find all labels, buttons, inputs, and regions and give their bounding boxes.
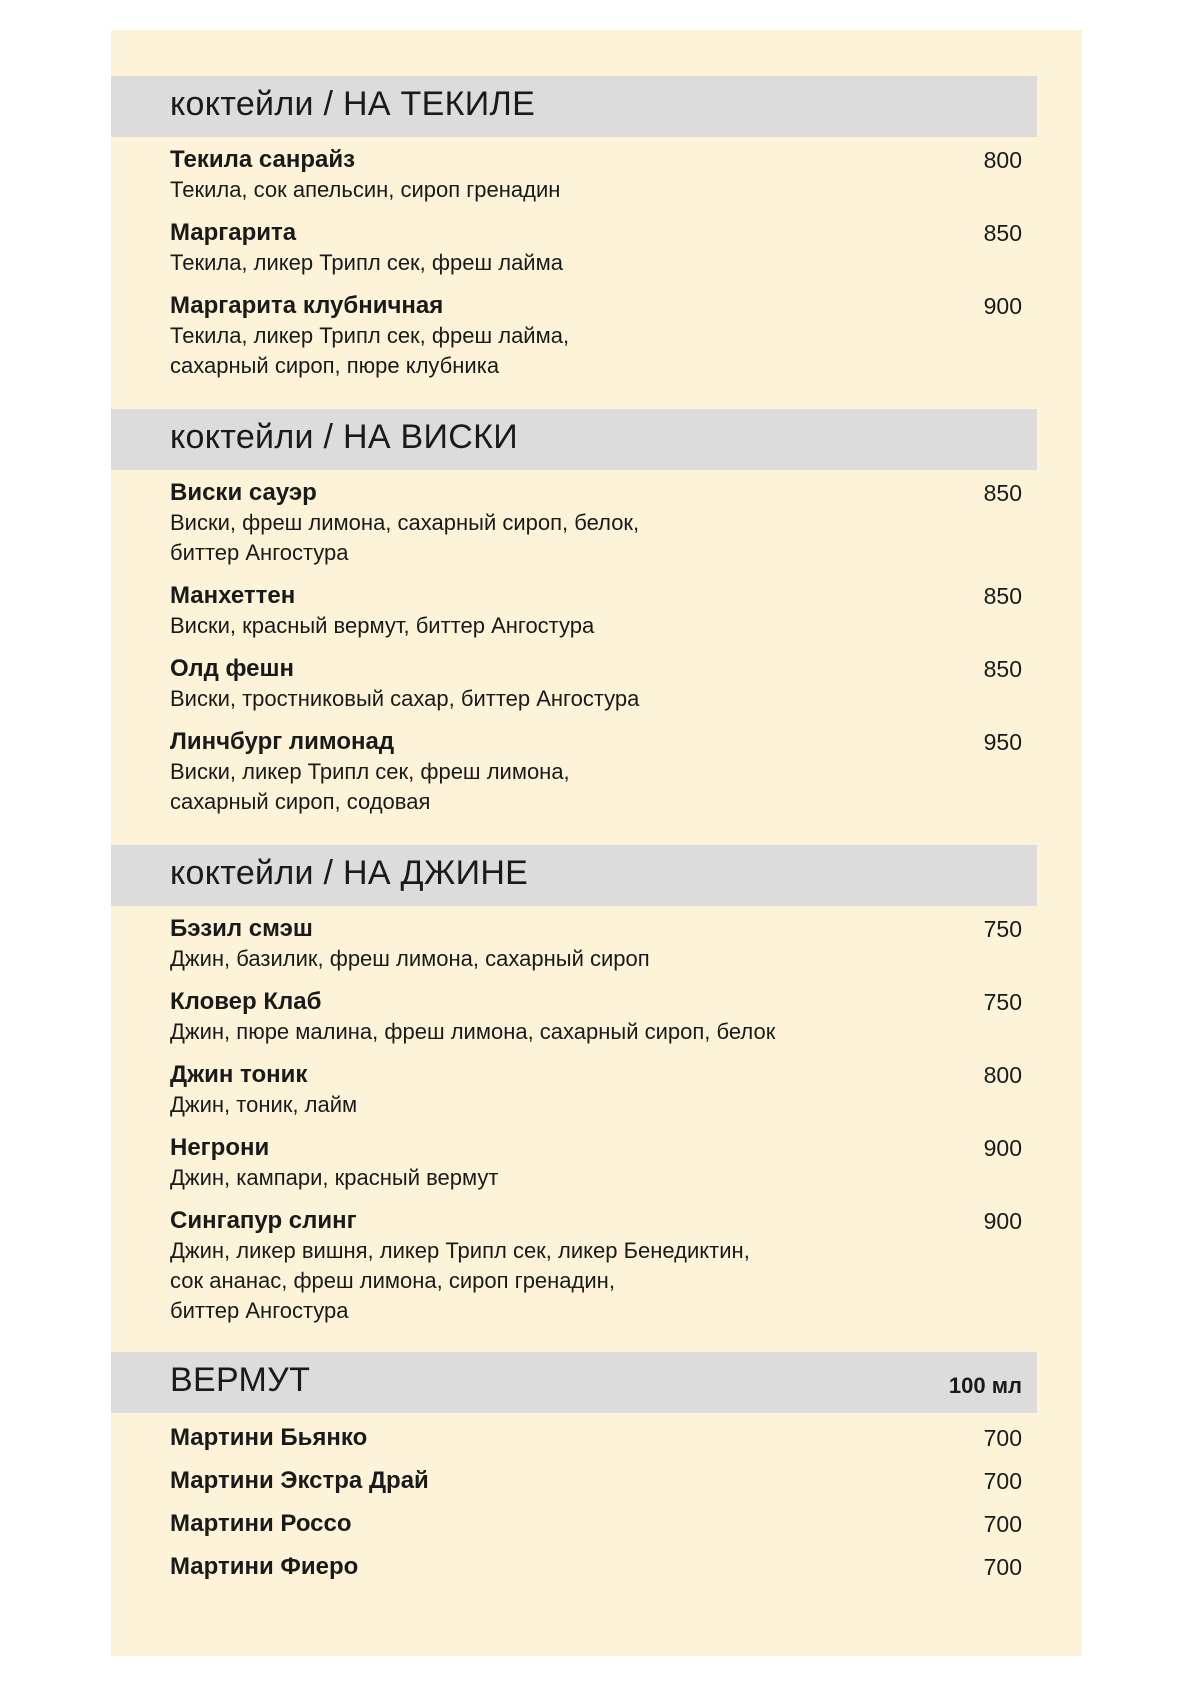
item-name: Манхеттен [170,582,296,609]
item-description: Текила, ликер Трипл сек, фреш лайма [170,250,563,275]
item-name: Мартини Экстра Драй [170,1467,429,1494]
menu-item [170,145,1022,205]
item-name: Бэзил смэш [170,915,313,942]
item-price: 800 [983,1062,1022,1088]
item-price: 850 [983,583,1022,609]
item-name: Маргарита клубничная [170,292,444,319]
section-title: ВЕРМУТ [170,1361,311,1399]
section-header-vermouth [111,1352,1037,1413]
menu-item [170,1133,1022,1193]
item-name: Виски сауэр [170,479,317,506]
item-description: Текила, сок апельсин, сироп гренадин [170,177,561,202]
item-price: 850 [983,220,1022,246]
item-price: 750 [983,989,1022,1015]
menu-item [170,1552,1022,1582]
item-price: 700 [983,1511,1022,1537]
item-price: 900 [983,1208,1022,1234]
menu-item [170,654,1022,714]
item-price: 850 [983,656,1022,682]
item-name: Негрони [170,1134,270,1161]
section-unit: 100 мл [948,1373,1022,1398]
menu-item [170,218,1022,278]
menu-item [170,1423,1022,1453]
section-title: коктейли / НА ТЕКИЛЕ [170,85,536,123]
item-price: 850 [983,480,1022,506]
item-name: Мартини Бьянко [170,1424,368,1451]
item-description: Джин, базилик, фреш лимона, сахарный сироп [170,946,650,971]
item-description: Виски, тростниковый сахар, биттер Ангостура [170,686,640,711]
item-name: Олд фешн [170,655,295,682]
section-header-tequila [111,76,1037,137]
item-name: Кловер Клаб [170,988,322,1015]
item-description: Джин, пюре малина, фреш лимона, сахарный сироп, белок [170,1019,776,1044]
section-header-whisky [111,409,1037,470]
menu-item [170,727,1022,817]
menu-item [170,478,1022,568]
item-price: 900 [983,293,1022,319]
menu-item [170,581,1022,641]
section-header-gin [111,845,1037,906]
menu-item [170,987,1022,1047]
section-title: коктейли / НА ВИСКИ [170,418,518,456]
item-name: Мартини Фиеро [170,1553,359,1580]
item-name: Маргарита [170,219,297,246]
menu-item [170,1466,1022,1496]
menu-item [170,291,1022,381]
item-price: 750 [983,916,1022,942]
item-price: 800 [983,147,1022,173]
item-price: 700 [983,1554,1022,1580]
item-description: Джин, кампари, красный вермут [170,1165,499,1190]
item-price: 700 [983,1425,1022,1451]
menu-item [170,914,1022,974]
item-description: Виски, красный вермут, биттер Ангостура [170,613,595,638]
menu-item [170,1509,1022,1539]
item-description: Текила, ликер Трипл сек, фреш лайма, сахарный сироп, пюре клубника [170,323,570,378]
item-name: Линчбург лимонад [170,728,395,755]
item-name: Мартини Россо [170,1510,352,1537]
item-price: 700 [983,1468,1022,1494]
menu-page [111,30,1082,1656]
item-price: 900 [983,1135,1022,1161]
item-name: Текила санрайз [170,146,356,173]
item-name: Сингапур слинг [170,1207,357,1234]
item-description: Джин, ликер вишня, ликер Трипл сек, ликер Бенедиктин, сок ананас, фреш лимона, сироп гренадин, биттер Ангостура [170,1238,750,1323]
menu-item [170,1206,1022,1326]
item-description: Виски, ликер Трипл сек, фреш лимона, сахарный сироп, содовая [170,759,570,814]
item-description: Джин, тоник, лайм [170,1092,358,1117]
item-description: Виски, фреш лимона, сахарный сироп, белок, биттер Ангостура [170,510,640,565]
item-name: Джин тоник [170,1061,308,1088]
item-price: 950 [983,729,1022,755]
section-title: коктейли / НА ДЖИНЕ [170,854,529,892]
menu-item [170,1060,1022,1120]
